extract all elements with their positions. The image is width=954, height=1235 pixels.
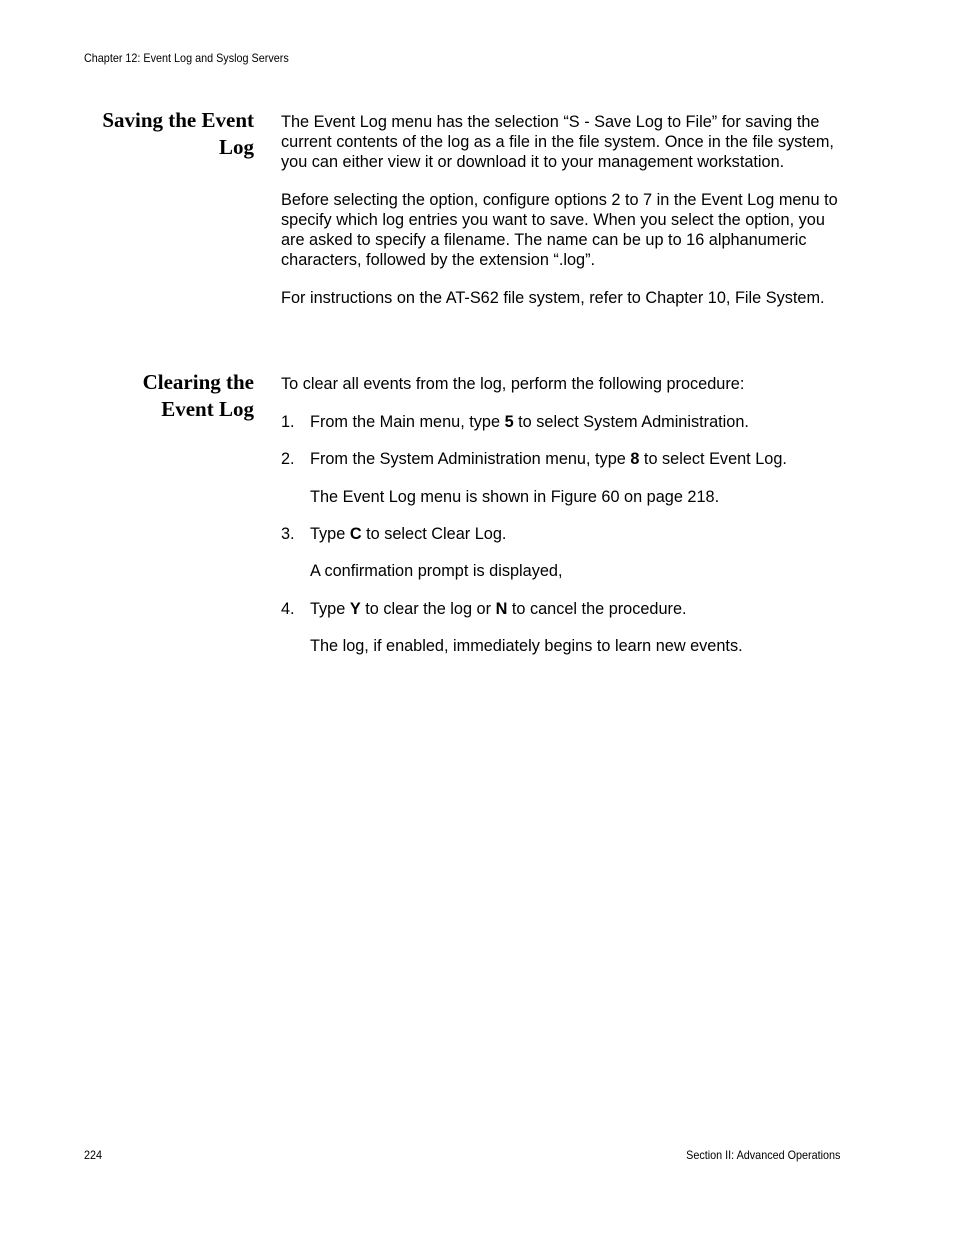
step-text — [310, 524, 506, 544]
heading-saving-the-event-log — [64, 107, 254, 161]
page-number: 224 — [84, 1148, 103, 1162]
heading-saving-line-1: Saving the Event — [102, 108, 254, 132]
step-text — [310, 412, 749, 432]
step-key: 5 — [504, 413, 514, 431]
section-footer: Section II: Advanced Operations — [685, 1148, 840, 1162]
running-header: Chapter 12: Event Log and Syslog Servers — [84, 51, 289, 65]
heading-clearing-line-1: Clearing the — [142, 370, 254, 394]
step-text-middle: to clear the log or — [360, 600, 496, 618]
step-key-2: N — [495, 600, 508, 618]
saving-paragraph-2: Before selecting the option, configure options 2 to 7 in the Event Log menu to specify which log entries you want to save. When you select the option, you are asked to specify a filename. The name can be up to 16 alphanumeric characters, followed by the extension “.log”. — [281, 191, 838, 269]
step-text-after: to cancel the procedure. — [507, 600, 687, 618]
step-text-after: to select Clear Log. — [361, 525, 507, 543]
step-text — [310, 599, 687, 619]
step-text-before: From the System Administration menu, type — [310, 450, 631, 468]
step-number: 4. — [281, 600, 295, 618]
saving-paragraph-1: The Event Log menu has the selection “S - Save Log to File” for saving the current contents of the log as a file in the file system. Once in the file system, you can either view it or download it to your management workstation. — [281, 113, 834, 171]
step-text — [310, 449, 787, 469]
heading-saving-line-2: Log — [218, 135, 254, 159]
clearing-intro-text: To clear all events from the log, perform the following procedure: — [281, 375, 745, 393]
step-text-after: to select Event Log. — [639, 450, 787, 468]
step-number: 3. — [281, 525, 295, 543]
step-text-before: From the Main menu, type — [310, 413, 505, 431]
step-4-note: The log, if enabled, immediately begins to learn new events. — [310, 637, 743, 655]
heading-clearing-the-event-log — [64, 369, 254, 423]
saving-section-body — [281, 112, 843, 308]
step-text-before: Type — [310, 525, 350, 543]
heading-clearing-line-2: Event Log — [161, 397, 254, 421]
step-key: 8 — [630, 450, 640, 468]
step-text-before: Type — [310, 600, 350, 618]
clearing-intro — [281, 374, 843, 394]
step-number: 2. — [281, 450, 295, 468]
step-key: C — [349, 525, 362, 543]
saving-paragraph-3: For instructions on the AT-S62 file system, refer to Chapter 10, File System. — [281, 289, 825, 307]
step-text-after: to select System Administration. — [513, 413, 749, 431]
step-3-note: A confirmation prompt is displayed, — [310, 562, 563, 580]
step-2-note: The Event Log menu is shown in Figure 60 on page 218. — [310, 488, 720, 506]
step-key: Y — [349, 600, 361, 618]
step-number: 1. — [281, 413, 295, 431]
